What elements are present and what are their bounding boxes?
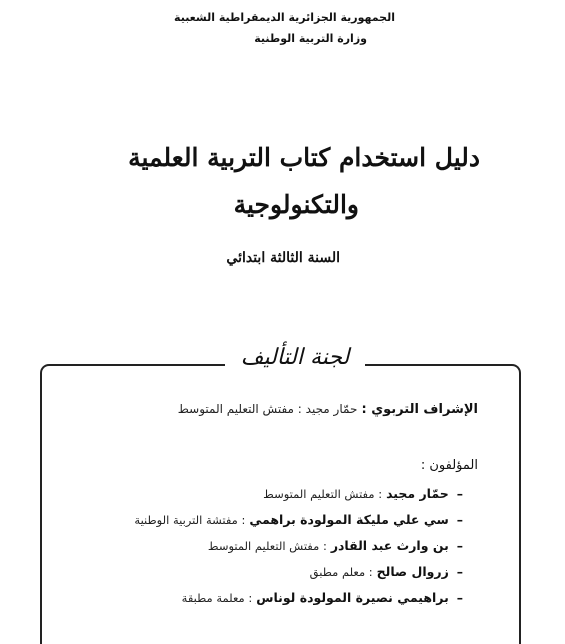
- document-title-line1: دليل استخدام كتاب التربية العلمية: [128, 143, 480, 172]
- author-name: براهيمي نصيرة المولودة لوناس: [256, 590, 449, 605]
- republic-name: الجمهورية الجزائرية الديمقراطية الشعبية: [174, 11, 395, 24]
- author-name: بن وارث عبد القادر: [330, 538, 449, 553]
- author-role: : مفتش التعليم المتوسط: [207, 539, 327, 553]
- author-role: : معلم مطبق: [309, 565, 373, 579]
- author-item: [310, 564, 463, 579]
- author-role: : مفتشة التربية الوطنية: [134, 513, 246, 527]
- committee-heading: لجنة التأليف: [225, 340, 365, 376]
- author-item: [263, 486, 463, 501]
- author-item: [182, 590, 463, 605]
- dash-bullet: –: [456, 486, 463, 501]
- author-role: : معلمة مطبقة: [181, 591, 253, 605]
- author-item: [208, 538, 463, 553]
- author-role: : مفتش التعليم المتوسط: [263, 487, 383, 501]
- ministry-name: وزارة التربية الوطنية: [254, 32, 367, 45]
- author-name: زروال صالح: [376, 564, 449, 579]
- dash-bullet: –: [456, 538, 463, 553]
- authors-heading: المؤلفون :: [420, 458, 478, 473]
- supervision-row: [178, 402, 478, 417]
- author-name: حمّار مجيد: [386, 486, 449, 501]
- supervision-label: الإشراف التربوي :: [361, 402, 478, 417]
- author-item: [134, 512, 463, 527]
- dash-bullet: –: [456, 564, 463, 579]
- dash-bullet: –: [456, 590, 463, 605]
- document-title-line2: والتكنولوجية: [233, 190, 359, 219]
- document-subtitle: السنة الثالثة ابتدائي: [226, 250, 340, 266]
- supervision-value: حمّار مجيد : مفتش التعليم المتوسط: [177, 402, 358, 416]
- dash-bullet: –: [456, 512, 463, 527]
- author-name: سي علي مليكة المولودة براهمي: [249, 512, 449, 527]
